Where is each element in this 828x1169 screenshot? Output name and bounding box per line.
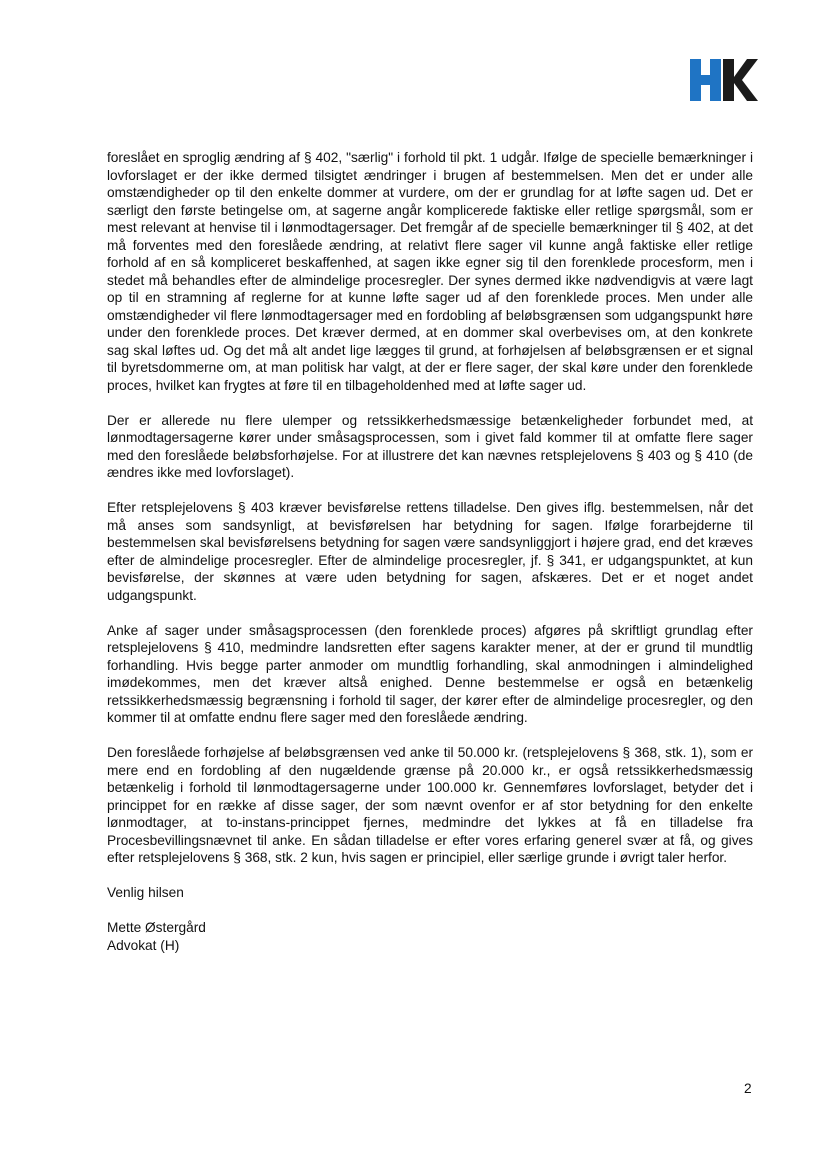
paragraph-1: foreslået en sproglig ændring af § 402, "særlig" i forhold til pkt. 1 udgår. Ifølge de specielle bemærkninger i lovforslaget er der ikke dermed tilsigtet ændringer i brugen af bestemmelsen. Men det er under alle omstændigheder op til den enkelte dommer at vurdere, om der er grundlag for at løfte sagen ud. Det er særligt den første betingelse om, at sagerne angår komplicerede faktiske eller retlige spørgsmål, som er mest relevant at henvise til i lønmodtagersager. Det fremgår af de specielle bemærkninger til § 402, at det må forventes med den foreslåede ændring, at relativt flere sager vil kunne angå faktiske eller retlige forhold af en så kompliceret beskaffenhed, at sagen ikke egner sig til den forenklede procesform, men i stedet må behandles efter de almindelige procesregler. Der synes dermed ikke nødvendigvis at være lagt op til en stramning af reglerne for at kunne løfte sager ud af den forenklede proces. Men under alle omstændigheder vil flere lønmodtagersager med en fordobling af beløbsgrænsen som udgangspunkt høre under den forenklede proces. Det kræver dermed, at en dommer skal overbevises om, at den konkrete sag skal løftes ud. Og det må alt andet lige lægges til grund, at forhøjelsen af beløbsgrænsen er et signal til byretsdommerne om, at man politisk har valgt, at der er flere sager, der skal køre under den forenklede proces, hvilket kan frygtes at føre til en tilbageholdenhed med at løfte sager ud. [107, 150, 753, 393]
paragraph-4: Anke af sager under småsagsprocessen (den forenklede proces) afgøres på skriftligt grundlag efter retsplejelovens § 410, medmindre landsretten efter sagens karakter mener, at der er grund til mundtlig forhandling. Hvis begge parter anmoder om mundtlig forhandling, skal anmodningen i almindelighed imødekommes, men det kræver altså enighed. Denne bestemmelse er også en betænkelig retssikkerhedsmæssig begrænsning i forhold til sager, der kører efter de almindelige procesregler, og den kommer til at omfatte endnu flere sager med den foreslåede ændring. [107, 622, 753, 725]
paragraph-2: Der er allerede nu flere ulemper og retssikkerhedsmæssige betænkeligheder forbundet med, at lønmodtagersagerne kører under småsagsprocessen, som i givet fald kommer til at omfatte flere sager med den foreslåede beløbsforhøjelse. For at illustrere det kan nævnes retsplejelovens § 403 og § 410 (de ændres ikke med lovforslaget). [107, 412, 753, 480]
letter-body [107, 149, 753, 972]
paragraph-3: Efter retsplejelovens § 403 kræver bevisførelse rettens tilladelse. Den gives iflg. bestemmelsen, når det må anses som sandsynligt, at bevisførelsen har betydning for sagen. Ifølge forarbejderne til bestemmelsen skal bevisførelsens betydning for sagen være sandsynliggjort i højere grad, end det kræves efter de almindelige procesregler. Efter de almindelige procesregler, jf. § 341, er udgangspunktet, at kun bevisførelse, der skønnes at være uden betydning for sagen, afskæres. Det er et noget andet udgangspunkt. [107, 500, 753, 603]
paragraph-5: Den foreslåede forhøjelse af beløbsgrænsen ved anke til 50.000 kr. (retsplejelovens § 368, stk. 1), som er mere end en fordobling af den nugældende grænse på 20.000 kr., er også retssikkerhedsmæssig betænkelig i forhold til lønmodtagersagerne under 100.000 kr. Gennemføres lovforslaget, betyder det i princippet for en række af disse sager, der som nævnt ovenfor er af stor betydning for den enkelte lønmodtager, at to-instans-princippet fjernes, medmindre det lykkes at få en tilladelse fra Procesbevillingsnævnet til anke. En sådan tilladelse er efter vores erfaring generel svær at få, og gives efter retsplejelovens § 368, stk. 2 kun, hvis sagen er principiel, eller særlige grunde i øvrigt taler herfor. [107, 745, 753, 865]
hk-logo [690, 59, 758, 101]
closing-salutation: Venlig hilsen [107, 885, 184, 900]
signature-name: Mette Østergård [107, 920, 206, 935]
signature-block [107, 919, 753, 954]
page-number: 2 [744, 1081, 752, 1096]
signature-title: Advokat (H) [107, 937, 180, 953]
hk-logo-icon [690, 59, 758, 101]
